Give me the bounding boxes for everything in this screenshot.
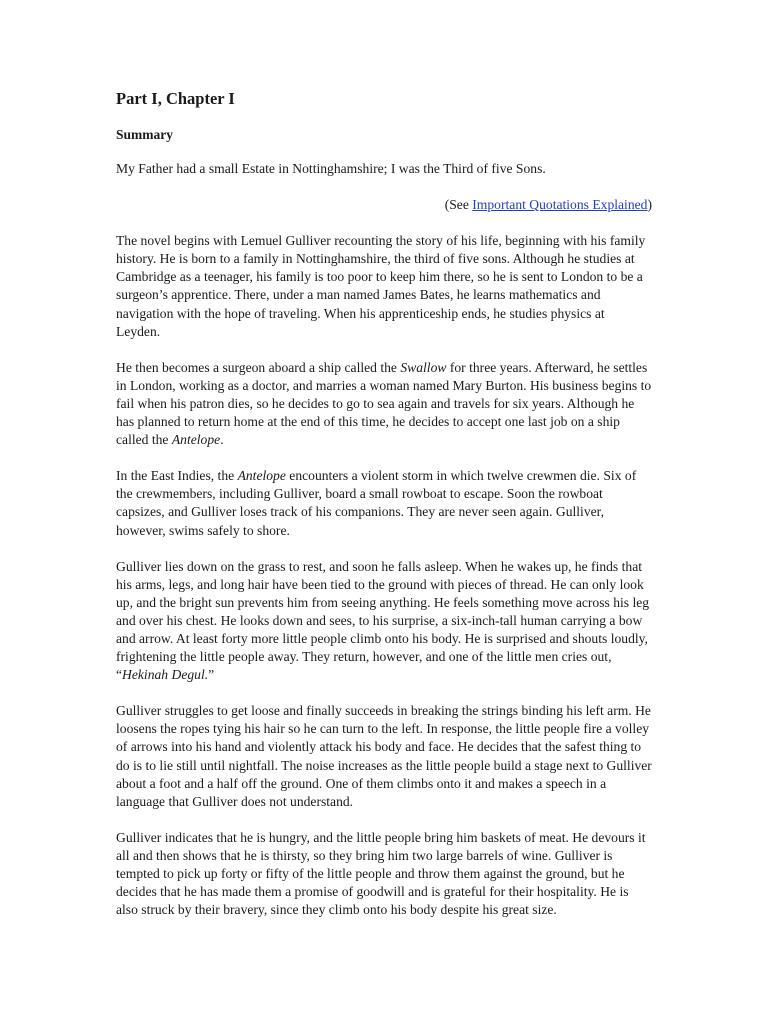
paragraph-6: Gulliver indicates that he is hungry, and the little people bring him baskets of meat. He devours it all and then shows that he is thirsty, so they bring him two large barrels of wine. Gulliver is tempted to pick up forty or fifty of the little people and throw them against the ground, but he decides that he has made them a promise of goodwill and is grateful for their hospitality. He is also struck by their bravery, since they climb onto his body despite his great size. xyxy=(116,829,646,918)
paragraph-2-text-b: for three years. Afterward, he settles in London, working as a doctor, and marries a woman named Mary Burton. His business begins to fail when his patron dies, so he decides to go to sea again and travels for six years. Although he has planned to return home at the end of this time, he decides to accept one last job on a ship called the xyxy=(116,359,652,448)
paragraph-2 xyxy=(116,359,652,449)
see-prefix: (See xyxy=(444,197,473,213)
paragraph-3-text-a: In the East Indies, the xyxy=(116,468,238,484)
see-suffix: ) xyxy=(647,197,652,213)
ship-name-antelope: Antelope xyxy=(171,432,221,448)
paragraph-3 xyxy=(116,467,652,539)
paragraph-4-text-b: ” xyxy=(208,667,215,683)
chapter-title: Part I, Chapter I xyxy=(116,89,235,108)
paragraph-4 xyxy=(116,558,652,685)
section-heading: Summary xyxy=(116,127,173,142)
document-page xyxy=(116,88,652,937)
see-reference xyxy=(116,196,652,214)
ship-name-swallow: Swallow xyxy=(400,359,447,375)
hekinah-degul: Hekinah Degul. xyxy=(122,667,209,683)
important-quotations-link[interactable]: Important Quotations Explained xyxy=(472,197,648,213)
paragraph-1: The novel begins with Lemuel Gulliver recounting the story of his life, beginning with his family history. He is born to a family in Nottinghamshire, the third of five sons. Although he studies at Cambridge as a teenager, his family is too poor to keep him there, so he is sent to London to be a surgeon’s apprentice. There, under a man named James Bates, he learns mathematics and navigation with the hope of traveling. When his apprenticeship ends, he studies physics at Leyden. xyxy=(116,233,646,339)
paragraph-2-text-a: He then becomes a surgeon aboard a ship called the xyxy=(116,359,401,375)
paragraph-5: Gulliver struggles to get loose and finally succeeds in breaking the strings binding his left arm. He loosens the ropes tying his hair so he can turn to the left. In response, the little people fire a volley of arrows into his hand and violently attack his body and face. He decides that the safest thing to do is to lie still until nightfall. The noise increases as the little people build a stage next to Gulliver about a foot and a half off the ground. One of them climbs onto it and makes a speech in a language that Gulliver does not understand. xyxy=(116,703,652,809)
opening-quote: My Father had a small Estate in Nottinghamshire; I was the Third of five Sons. xyxy=(116,161,546,176)
paragraph-2-text-c: . xyxy=(220,432,224,448)
ship-name-antelope-2: Antelope xyxy=(237,468,286,484)
paragraph-4-text-a: Gulliver lies down on the grass to rest, and soon he falls asleep. When he wakes up, he finds that his arms, legs, and long hair have been tied to the ground with pieces of thread. He can only look up, and the bright sun prevents him from seeing anything. He feels something move across his leg and over his chest. He looks down and sees, to his surprise, a six-inch-tall human carrying a bow and arrow. At least forty more little people climb onto his body. He is surprised and shouts loudly, frightening the little people away. They return, however, and one of the little men cries out, “ xyxy=(116,558,650,683)
paragraph-3-text-b: encounters a violent storm in which twelve crewmen die. Six of the crewmembers, including Gulliver, board a small rowboat to escape. Soon the rowboat capsizes, and Gulliver loses track of his companions. They are never seen again. Gulliver, however, swims safely to shore. xyxy=(116,468,637,538)
